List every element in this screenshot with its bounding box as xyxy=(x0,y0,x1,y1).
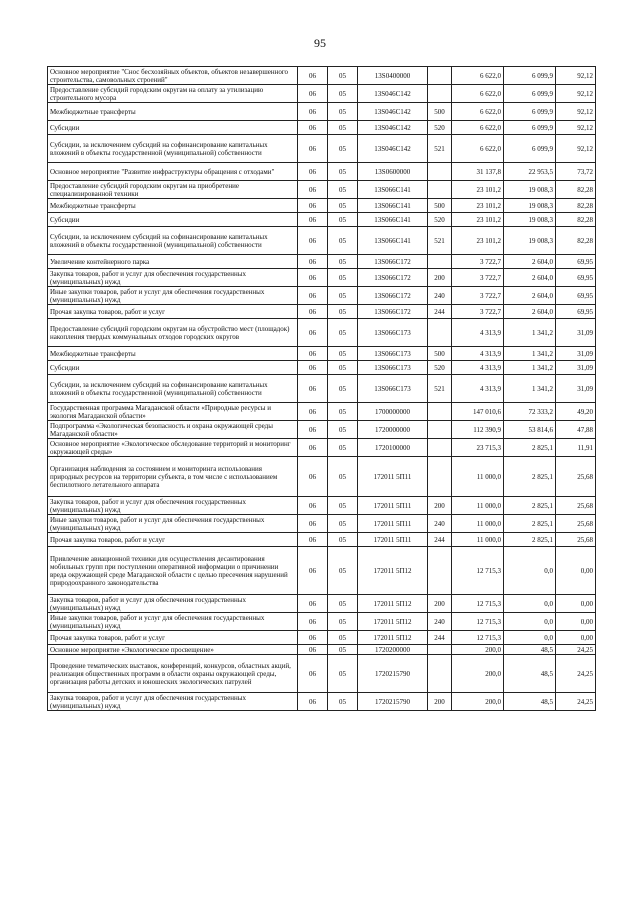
row-target-article: 1720200000 xyxy=(358,645,428,655)
row-section-code: 06 xyxy=(298,255,328,269)
row-target-article: 13S066C141 xyxy=(358,199,428,213)
row-executed-amount: 1 341,2 xyxy=(504,347,556,361)
row-execution-percent: 24,25 xyxy=(556,645,596,655)
row-executed-amount: 0,0 xyxy=(504,595,556,613)
row-section-code: 06 xyxy=(298,67,328,85)
row-subsection-code: 05 xyxy=(328,421,358,439)
row-subsection-code: 05 xyxy=(328,613,358,631)
row-planned-amount: 11 000,0 xyxy=(452,515,504,533)
row-planned-amount: 3 722,7 xyxy=(452,255,504,269)
row-subsection-code: 05 xyxy=(328,199,358,213)
row-subsection-code: 05 xyxy=(328,305,358,319)
row-execution-percent: 25,68 xyxy=(556,457,596,497)
row-expense-type: 244 xyxy=(428,631,452,645)
row-section-code: 06 xyxy=(298,135,328,163)
row-subsection-code: 05 xyxy=(328,457,358,497)
row-planned-amount: 200,0 xyxy=(452,693,504,711)
row-execution-percent: 0,00 xyxy=(556,595,596,613)
row-section-code: 06 xyxy=(298,613,328,631)
row-name: Проведение тематических выставок, конференций, конкурсов, областных акций, реализация общественных программ в области охраны окружающей среды, организация работы детских и юношеских экологических патрулей xyxy=(48,655,298,693)
row-subsection-code: 05 xyxy=(328,403,358,421)
row-execution-percent: 73,72 xyxy=(556,163,596,181)
row-planned-amount: 23 101,2 xyxy=(452,199,504,213)
row-executed-amount: 53 814,6 xyxy=(504,421,556,439)
table-row xyxy=(48,655,596,693)
row-planned-amount: 3 722,7 xyxy=(452,305,504,319)
row-executed-amount: 48,5 xyxy=(504,693,556,711)
row-expense-type xyxy=(428,319,452,347)
row-subsection-code: 05 xyxy=(328,227,358,255)
table-row xyxy=(48,439,596,457)
row-executed-amount: 0,0 xyxy=(504,547,556,595)
row-expense-type xyxy=(428,181,452,199)
row-executed-amount: 6 099,9 xyxy=(504,121,556,135)
row-section-code: 06 xyxy=(298,457,328,497)
row-subsection-code: 05 xyxy=(328,361,358,375)
row-target-article: 172011 5П12 xyxy=(358,631,428,645)
row-planned-amount: 11 000,0 xyxy=(452,497,504,515)
row-expense-type: 200 xyxy=(428,693,452,711)
row-execution-percent: 82,28 xyxy=(556,213,596,227)
row-execution-percent: 82,28 xyxy=(556,199,596,213)
row-section-code: 06 xyxy=(298,287,328,305)
row-target-article: 13S0400000 xyxy=(358,67,428,85)
row-section-code: 06 xyxy=(298,227,328,255)
row-name: Предоставление субсидий городским округам на оплату за утилизацию строительного мусора xyxy=(48,85,298,103)
row-execution-percent: 0,00 xyxy=(556,631,596,645)
table-row xyxy=(48,163,596,181)
row-target-article: 172011 5П11 xyxy=(358,515,428,533)
row-expense-type: 521 xyxy=(428,375,452,403)
row-name: Межбюджетные трансферты xyxy=(48,103,298,121)
row-name: Иные закупки товаров, работ и услуг для обеспечения государственных (муниципальных) нужд xyxy=(48,287,298,305)
table-row xyxy=(48,631,596,645)
row-subsection-code: 05 xyxy=(328,631,358,645)
row-execution-percent: 82,28 xyxy=(556,227,596,255)
row-execution-percent: 92,12 xyxy=(556,85,596,103)
row-executed-amount: 2 604,0 xyxy=(504,255,556,269)
row-executed-amount: 6 099,9 xyxy=(504,67,556,85)
row-executed-amount: 0,0 xyxy=(504,613,556,631)
row-subsection-code: 05 xyxy=(328,287,358,305)
row-subsection-code: 05 xyxy=(328,497,358,515)
row-executed-amount: 1 341,2 xyxy=(504,375,556,403)
row-planned-amount: 3 722,7 xyxy=(452,287,504,305)
row-target-article: 13S066C173 xyxy=(358,375,428,403)
table-row xyxy=(48,533,596,547)
row-expense-type: 244 xyxy=(428,305,452,319)
row-section-code: 06 xyxy=(298,631,328,645)
row-target-article: 1720000000 xyxy=(358,421,428,439)
row-expense-type xyxy=(428,163,452,181)
row-planned-amount: 6 622,0 xyxy=(452,135,504,163)
table-row xyxy=(48,213,596,227)
row-planned-amount: 147 010,6 xyxy=(452,403,504,421)
row-planned-amount: 200,0 xyxy=(452,645,504,655)
row-planned-amount: 4 313,9 xyxy=(452,347,504,361)
row-subsection-code: 05 xyxy=(328,515,358,533)
row-section-code: 06 xyxy=(298,199,328,213)
row-expense-type xyxy=(428,645,452,655)
row-name: Прочая закупка товаров, работ и услуг xyxy=(48,533,298,547)
row-executed-amount: 6 099,9 xyxy=(504,85,556,103)
row-planned-amount: 11 000,0 xyxy=(452,533,504,547)
row-target-article: 13S066C172 xyxy=(358,255,428,269)
row-executed-amount: 19 008,3 xyxy=(504,199,556,213)
row-target-article: 172011 5П11 xyxy=(358,457,428,497)
row-planned-amount: 12 715,3 xyxy=(452,631,504,645)
table-row xyxy=(48,497,596,515)
table-row xyxy=(48,613,596,631)
row-planned-amount: 112 390,9 xyxy=(452,421,504,439)
row-target-article: 1720215790 xyxy=(358,655,428,693)
row-section-code: 06 xyxy=(298,319,328,347)
row-subsection-code: 05 xyxy=(328,693,358,711)
row-name: Закупка товаров, работ и услуг для обеспечения государственных (муниципальных) нужд xyxy=(48,595,298,613)
row-executed-amount: 6 099,9 xyxy=(504,135,556,163)
table-row xyxy=(48,67,596,85)
row-name: Субсидии xyxy=(48,213,298,227)
row-target-article: 172011 5П12 xyxy=(358,547,428,595)
row-section-code: 06 xyxy=(298,547,328,595)
row-name: Субсидии xyxy=(48,121,298,135)
row-planned-amount: 23 101,2 xyxy=(452,227,504,255)
row-target-article: 13S046C142 xyxy=(358,121,428,135)
row-expense-type: 520 xyxy=(428,121,452,135)
row-execution-percent: 69,95 xyxy=(556,255,596,269)
row-expense-type: 240 xyxy=(428,287,452,305)
row-execution-percent: 69,95 xyxy=(556,287,596,305)
page-number: 95 xyxy=(314,36,326,50)
row-section-code: 06 xyxy=(298,163,328,181)
row-section-code: 06 xyxy=(298,347,328,361)
row-target-article: 1720100000 xyxy=(358,439,428,457)
table-row xyxy=(48,693,596,711)
row-name: Прочая закупка товаров, работ и услуг xyxy=(48,305,298,319)
row-name: Основное мероприятие «Экологическое обследование территорий и мониторинг окружающей среды» xyxy=(48,439,298,457)
row-executed-amount: 0,0 xyxy=(504,631,556,645)
row-section-code: 06 xyxy=(298,515,328,533)
row-name: Субсидии, за исключением субсидий на софинансирование капитальных вложений в объекты государственной (муниципальной) собственности xyxy=(48,135,298,163)
row-target-article: 13S046C142 xyxy=(358,135,428,163)
row-subsection-code: 05 xyxy=(328,347,358,361)
table-row xyxy=(48,403,596,421)
row-expense-type: 200 xyxy=(428,595,452,613)
row-executed-amount: 1 341,2 xyxy=(504,319,556,347)
row-executed-amount: 1 341,2 xyxy=(504,361,556,375)
row-execution-percent: 31,09 xyxy=(556,347,596,361)
row-name: Субсидии, за исключением субсидий на софинансирование капитальных вложений в объекты государственной (муниципальной) собственности xyxy=(48,227,298,255)
row-execution-percent: 31,09 xyxy=(556,375,596,403)
row-planned-amount: 4 313,9 xyxy=(452,361,504,375)
table-row xyxy=(48,103,596,121)
row-executed-amount: 19 008,3 xyxy=(504,227,556,255)
row-execution-percent: 92,12 xyxy=(556,67,596,85)
row-subsection-code: 05 xyxy=(328,255,358,269)
row-target-article: 172011 5П11 xyxy=(358,497,428,515)
row-target-article: 1720215790 xyxy=(358,693,428,711)
row-name: Предоставление субсидий городским округам на обустройство мест (площадок) накопления твердых коммунальных отходов городских округов xyxy=(48,319,298,347)
table-row xyxy=(48,305,596,319)
row-planned-amount: 12 715,3 xyxy=(452,547,504,595)
row-planned-amount: 6 622,0 xyxy=(452,67,504,85)
row-subsection-code: 05 xyxy=(328,533,358,547)
row-execution-percent: 31,09 xyxy=(556,361,596,375)
row-target-article: 13S066C172 xyxy=(358,305,428,319)
row-execution-percent: 11,91 xyxy=(556,439,596,457)
row-expense-type: 244 xyxy=(428,533,452,547)
row-executed-amount: 2 825,1 xyxy=(504,533,556,547)
row-subsection-code: 05 xyxy=(328,655,358,693)
row-expense-type xyxy=(428,255,452,269)
row-subsection-code: 05 xyxy=(328,319,358,347)
row-section-code: 06 xyxy=(298,533,328,547)
row-executed-amount: 19 008,3 xyxy=(504,213,556,227)
row-target-article: 1700000000 xyxy=(358,403,428,421)
row-target-article: 13S066C173 xyxy=(358,347,428,361)
row-executed-amount: 2 604,0 xyxy=(504,305,556,319)
row-execution-percent: 0,00 xyxy=(556,613,596,631)
row-executed-amount: 48,5 xyxy=(504,645,556,655)
row-name: Государственная программа Магаданской области «Природные ресурсы и экология Магаданской области» xyxy=(48,403,298,421)
row-target-article: 13S0600000 xyxy=(358,163,428,181)
row-expense-type xyxy=(428,403,452,421)
row-execution-percent: 25,68 xyxy=(556,497,596,515)
row-section-code: 06 xyxy=(298,305,328,319)
row-execution-percent: 31,09 xyxy=(556,319,596,347)
row-planned-amount: 4 313,9 xyxy=(452,375,504,403)
table-row xyxy=(48,547,596,595)
row-execution-percent: 92,12 xyxy=(556,103,596,121)
row-subsection-code: 05 xyxy=(328,375,358,403)
row-planned-amount: 12 715,3 xyxy=(452,595,504,613)
row-expense-type: 500 xyxy=(428,103,452,121)
row-section-code: 06 xyxy=(298,361,328,375)
row-section-code: 06 xyxy=(298,421,328,439)
table-row xyxy=(48,375,596,403)
table-row xyxy=(48,255,596,269)
table-row xyxy=(48,199,596,213)
row-target-article: 13S066C141 xyxy=(358,227,428,255)
budget-table xyxy=(47,66,596,711)
row-planned-amount: 6 622,0 xyxy=(452,103,504,121)
row-executed-amount: 2 825,1 xyxy=(504,515,556,533)
table-row xyxy=(48,457,596,497)
row-expense-type: 521 xyxy=(428,227,452,255)
row-target-article: 13S066C173 xyxy=(358,361,428,375)
row-subsection-code: 05 xyxy=(328,181,358,199)
row-target-article: 13S066C141 xyxy=(358,213,428,227)
row-subsection-code: 05 xyxy=(328,439,358,457)
row-execution-percent: 92,12 xyxy=(556,121,596,135)
row-execution-percent: 25,68 xyxy=(556,533,596,547)
row-name: Закупка товаров, работ и услуг для обеспечения государственных (муниципальных) нужд xyxy=(48,693,298,711)
row-expense-type xyxy=(428,655,452,693)
row-execution-percent: 24,25 xyxy=(556,693,596,711)
row-planned-amount: 4 313,9 xyxy=(452,319,504,347)
row-planned-amount: 6 622,0 xyxy=(452,85,504,103)
row-subsection-code: 05 xyxy=(328,595,358,613)
row-executed-amount: 19 008,3 xyxy=(504,181,556,199)
row-planned-amount: 23 715,3 xyxy=(452,439,504,457)
row-executed-amount: 2 825,1 xyxy=(504,497,556,515)
row-subsection-code: 05 xyxy=(328,67,358,85)
row-planned-amount: 12 715,3 xyxy=(452,613,504,631)
row-name: Закупка товаров, работ и услуг для обеспечения государственных (муниципальных) нужд xyxy=(48,497,298,515)
row-section-code: 06 xyxy=(298,213,328,227)
table-row xyxy=(48,227,596,255)
row-name: Подпрограмма «Экологическая безопасность и охрана окружающей среды Магаданской области» xyxy=(48,421,298,439)
row-name: Основное мероприятие "Развитие инфраструктуры обращения с отходами" xyxy=(48,163,298,181)
row-subsection-code: 05 xyxy=(328,547,358,595)
row-target-article: 13S066C172 xyxy=(358,287,428,305)
row-section-code: 06 xyxy=(298,103,328,121)
row-executed-amount: 6 099,9 xyxy=(504,103,556,121)
table-row xyxy=(48,287,596,305)
row-execution-percent: 25,68 xyxy=(556,515,596,533)
row-name: Привлечение авиационной техники для осуществления десантирования мобильных групп при поступлении оперативной информации о причинении вреда окружающей среде Магаданской области с целью пресечения нарушений природоохранного законодательства xyxy=(48,547,298,595)
row-planned-amount: 6 622,0 xyxy=(452,121,504,135)
row-name: Закупка товаров, работ и услуг для обеспечения государственных (муниципальных) нужд xyxy=(48,269,298,287)
row-planned-amount: 23 101,2 xyxy=(452,213,504,227)
row-section-code: 06 xyxy=(298,645,328,655)
row-target-article: 13S066C172 xyxy=(358,269,428,287)
row-executed-amount: 2 604,0 xyxy=(504,287,556,305)
row-executed-amount: 72 333,2 xyxy=(504,403,556,421)
row-executed-amount: 2 825,1 xyxy=(504,439,556,457)
row-expense-type xyxy=(428,421,452,439)
row-target-article: 172011 5П11 xyxy=(358,533,428,547)
table-row xyxy=(48,421,596,439)
row-execution-percent: 69,95 xyxy=(556,305,596,319)
row-expense-type xyxy=(428,85,452,103)
row-section-code: 06 xyxy=(298,85,328,103)
row-name: Субсидии, за исключением субсидий на софинансирование капитальных вложений в объекты государственной (муниципальной) собственности xyxy=(48,375,298,403)
row-execution-percent: 47,88 xyxy=(556,421,596,439)
row-name: Основное мероприятие "Снос бесхозяйных объектов, объектов незавершенного строительства, самовольных строений" xyxy=(48,67,298,85)
row-name: Субсидии xyxy=(48,361,298,375)
row-subsection-code: 05 xyxy=(328,85,358,103)
row-executed-amount: 48,5 xyxy=(504,655,556,693)
row-execution-percent: 92,12 xyxy=(556,135,596,163)
row-subsection-code: 05 xyxy=(328,213,358,227)
row-section-code: 06 xyxy=(298,375,328,403)
row-target-article: 13S066C141 xyxy=(358,181,428,199)
row-section-code: 06 xyxy=(298,655,328,693)
row-executed-amount: 2 825,1 xyxy=(504,457,556,497)
row-name: Иные закупки товаров, работ и услуг для обеспечения государственных (муниципальных) нужд xyxy=(48,515,298,533)
row-planned-amount: 23 101,2 xyxy=(452,181,504,199)
row-expense-type xyxy=(428,67,452,85)
row-planned-amount: 11 000,0 xyxy=(452,457,504,497)
row-subsection-code: 05 xyxy=(328,645,358,655)
row-target-article: 172011 5П12 xyxy=(358,613,428,631)
row-expense-type: 500 xyxy=(428,347,452,361)
row-planned-amount: 3 722,7 xyxy=(452,269,504,287)
row-section-code: 06 xyxy=(298,403,328,421)
row-expense-type: 200 xyxy=(428,497,452,515)
row-section-code: 06 xyxy=(298,269,328,287)
row-expense-type: 240 xyxy=(428,515,452,533)
table-row xyxy=(48,135,596,163)
table-row xyxy=(48,85,596,103)
row-executed-amount: 22 953,5 xyxy=(504,163,556,181)
table-row xyxy=(48,645,596,655)
row-target-article: 13S066C173 xyxy=(358,319,428,347)
row-planned-amount: 31 137,8 xyxy=(452,163,504,181)
row-subsection-code: 05 xyxy=(328,269,358,287)
row-section-code: 06 xyxy=(298,595,328,613)
table-row xyxy=(48,181,596,199)
row-expense-type: 500 xyxy=(428,199,452,213)
row-section-code: 06 xyxy=(298,181,328,199)
row-name: Иные закупки товаров, работ и услуг для обеспечения государственных (муниципальных) нужд xyxy=(48,613,298,631)
row-name: Прочая закупка товаров, работ и услуг xyxy=(48,631,298,645)
row-executed-amount: 2 604,0 xyxy=(504,269,556,287)
row-execution-percent: 49,20 xyxy=(556,403,596,421)
row-section-code: 06 xyxy=(298,121,328,135)
table-row xyxy=(48,121,596,135)
row-subsection-code: 05 xyxy=(328,103,358,121)
row-target-article: 13S046C142 xyxy=(358,103,428,121)
row-expense-type xyxy=(428,547,452,595)
row-expense-type: 520 xyxy=(428,361,452,375)
row-name: Организация наблюдения за состоянием и мониторинга использования природных ресурсов на территории субъекта, в том числе с использованием беспилотного летательного аппарата xyxy=(48,457,298,497)
row-expense-type: 240 xyxy=(428,613,452,631)
row-subsection-code: 05 xyxy=(328,121,358,135)
row-target-article: 13S046C142 xyxy=(358,85,428,103)
row-subsection-code: 05 xyxy=(328,135,358,163)
row-planned-amount: 200,0 xyxy=(452,655,504,693)
row-expense-type: 200 xyxy=(428,269,452,287)
row-name: Межбюджетные трансферты xyxy=(48,347,298,361)
row-name: Межбюджетные трансферты xyxy=(48,199,298,213)
row-execution-percent: 82,28 xyxy=(556,181,596,199)
table-row xyxy=(48,361,596,375)
table-row xyxy=(48,347,596,361)
row-expense-type xyxy=(428,457,452,497)
row-execution-percent: 24,25 xyxy=(556,655,596,693)
row-name: Предоставление субсидий городским округам на приобретение специализированной техники xyxy=(48,181,298,199)
row-name: Основное мероприятие «Экологическое просвещение» xyxy=(48,645,298,655)
row-target-article: 172011 5П12 xyxy=(358,595,428,613)
row-section-code: 06 xyxy=(298,439,328,457)
table-row xyxy=(48,319,596,347)
row-expense-type: 521 xyxy=(428,135,452,163)
row-execution-percent: 0,00 xyxy=(556,547,596,595)
table-row xyxy=(48,595,596,613)
row-expense-type xyxy=(428,439,452,457)
row-section-code: 06 xyxy=(298,693,328,711)
row-expense-type: 520 xyxy=(428,213,452,227)
table-row xyxy=(48,515,596,533)
row-name: Увеличение контейнерного парка xyxy=(48,255,298,269)
table-row xyxy=(48,269,596,287)
row-subsection-code: 05 xyxy=(328,163,358,181)
row-section-code: 06 xyxy=(298,497,328,515)
row-execution-percent: 69,95 xyxy=(556,269,596,287)
